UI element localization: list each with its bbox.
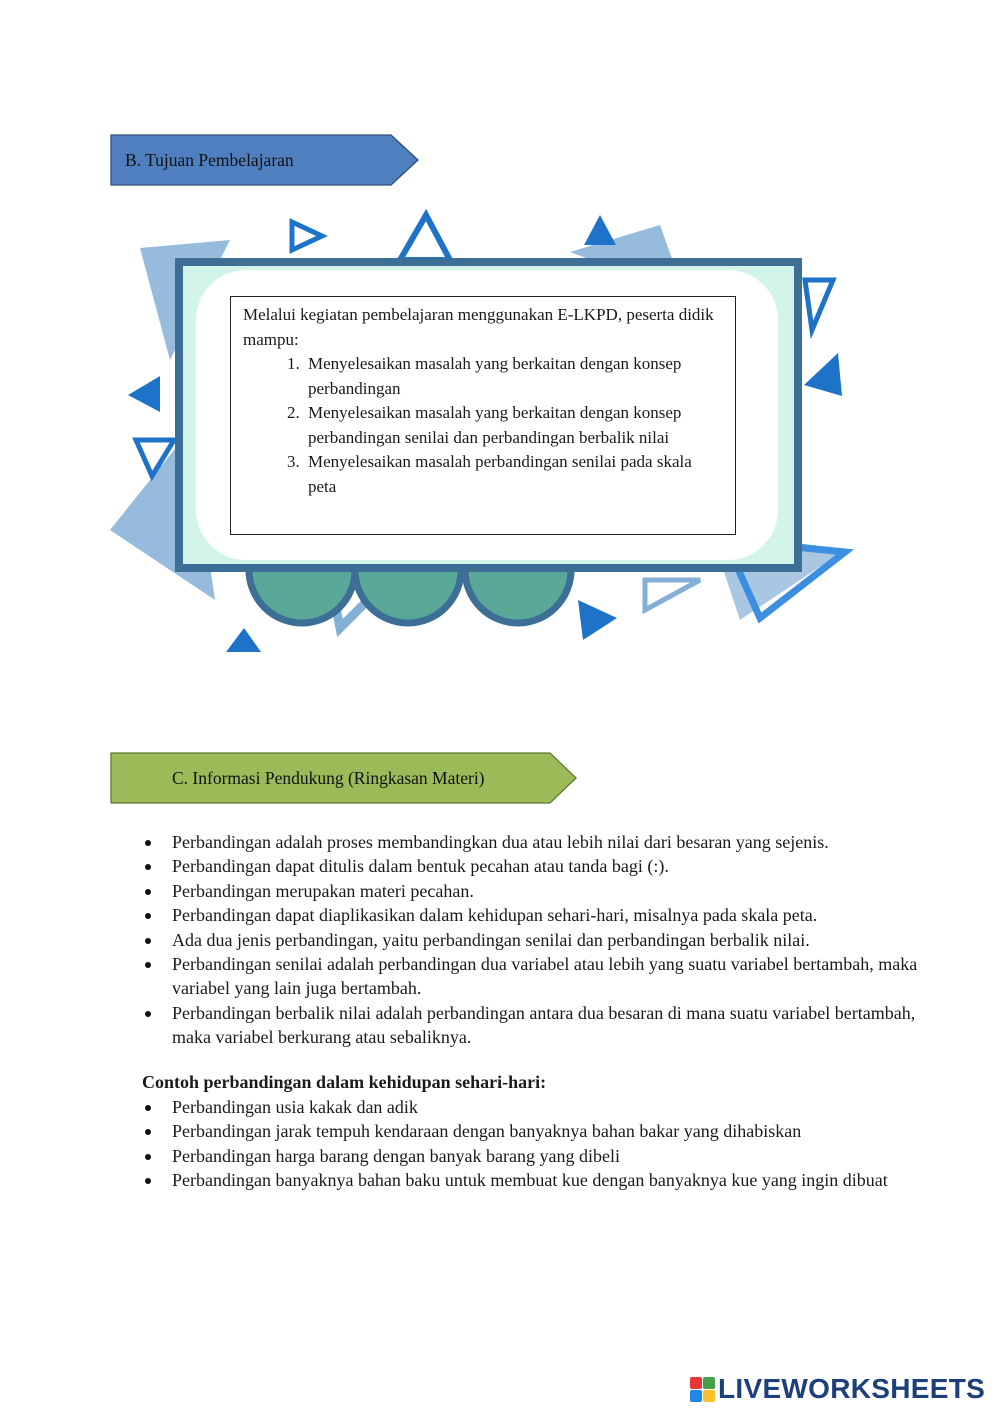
example-item: Perbandingan harga barang dengan banyak barang yang dibeli	[142, 1144, 932, 1168]
summary-list	[142, 830, 932, 1050]
objectives-list	[243, 352, 723, 499]
summary-item: Perbandingan dapat diaplikasikan dalam kehidupan sehari-hari, misalnya pada skala peta.	[142, 903, 932, 927]
objective-item: 3. Menyelesaikan masalah perbandingan senilai pada skala peta	[304, 450, 723, 499]
summary-item: Perbandingan senilai adalah perbandingan dua variabel atau lebih yang suatu variabel bertambah, maka variabel yang lain juga bertambah.	[142, 952, 932, 1001]
summary-item: Perbandingan dapat ditulis dalam bentuk pecahan atau tanda bagi (:).	[142, 854, 932, 878]
objectives-intro: Melalui kegiatan pembelajaran menggunakan E-LKPD, peserta didik mampu:	[243, 305, 714, 349]
logo-square	[703, 1390, 715, 1402]
objective-item: 1. Menyelesaikan masalah yang berkaitan dengan konsep perbandingan	[304, 352, 723, 401]
example-item: Perbandingan banyaknya bahan baku untuk membuat kue dengan banyaknya kue yang ingin dibuat	[142, 1168, 932, 1192]
logo-square	[690, 1390, 702, 1402]
logo-square	[703, 1377, 715, 1389]
summary-item: Ada dua jenis perbandingan, yaitu perbandingan senilai dan perbandingan berbalik nilai.	[142, 928, 932, 952]
section-c-banner	[110, 752, 578, 804]
liveworksheets-logo-icon	[690, 1377, 715, 1402]
summary-item: Perbandingan adalah proses membandingkan dua atau lebih nilai dari besaran yang sejenis.	[142, 830, 932, 854]
section-b-banner	[110, 134, 420, 186]
summary-item: Perbandingan merupakan materi pecahan.	[142, 879, 932, 903]
objective-item: 2. Menyelesaikan masalah yang berkaitan dengan konsep perbandingan senilai dan perbandingan berbalik nilai	[304, 401, 723, 450]
summary-item: Perbandingan berbalik nilai adalah perbandingan antara dua besaran di mana suatu variabel bertambah, maka variabel berkurang atau sebaliknya.	[142, 1001, 932, 1050]
section-c-title: C. Informasi Pendukung (Ringkasan Materi)	[172, 767, 485, 788]
liveworksheets-logo[interactable]	[690, 1372, 985, 1406]
example-item: Perbandingan jarak tempuh kendaraan dengan banyaknya bahan bakar yang dihabiskan	[142, 1119, 932, 1143]
section-b-title: B. Tujuan Pembelajaran	[125, 149, 294, 170]
logo-square	[690, 1377, 702, 1389]
examples-list	[142, 1095, 932, 1193]
objectives-box	[230, 296, 736, 535]
logo-text: LIVEWORKSHEETS	[718, 1373, 986, 1404]
examples-heading: Contoh perbandingan dalam kehidupan sehari-hari:	[142, 1072, 547, 1092]
example-item: Perbandingan usia kakak dan adik	[142, 1095, 932, 1119]
